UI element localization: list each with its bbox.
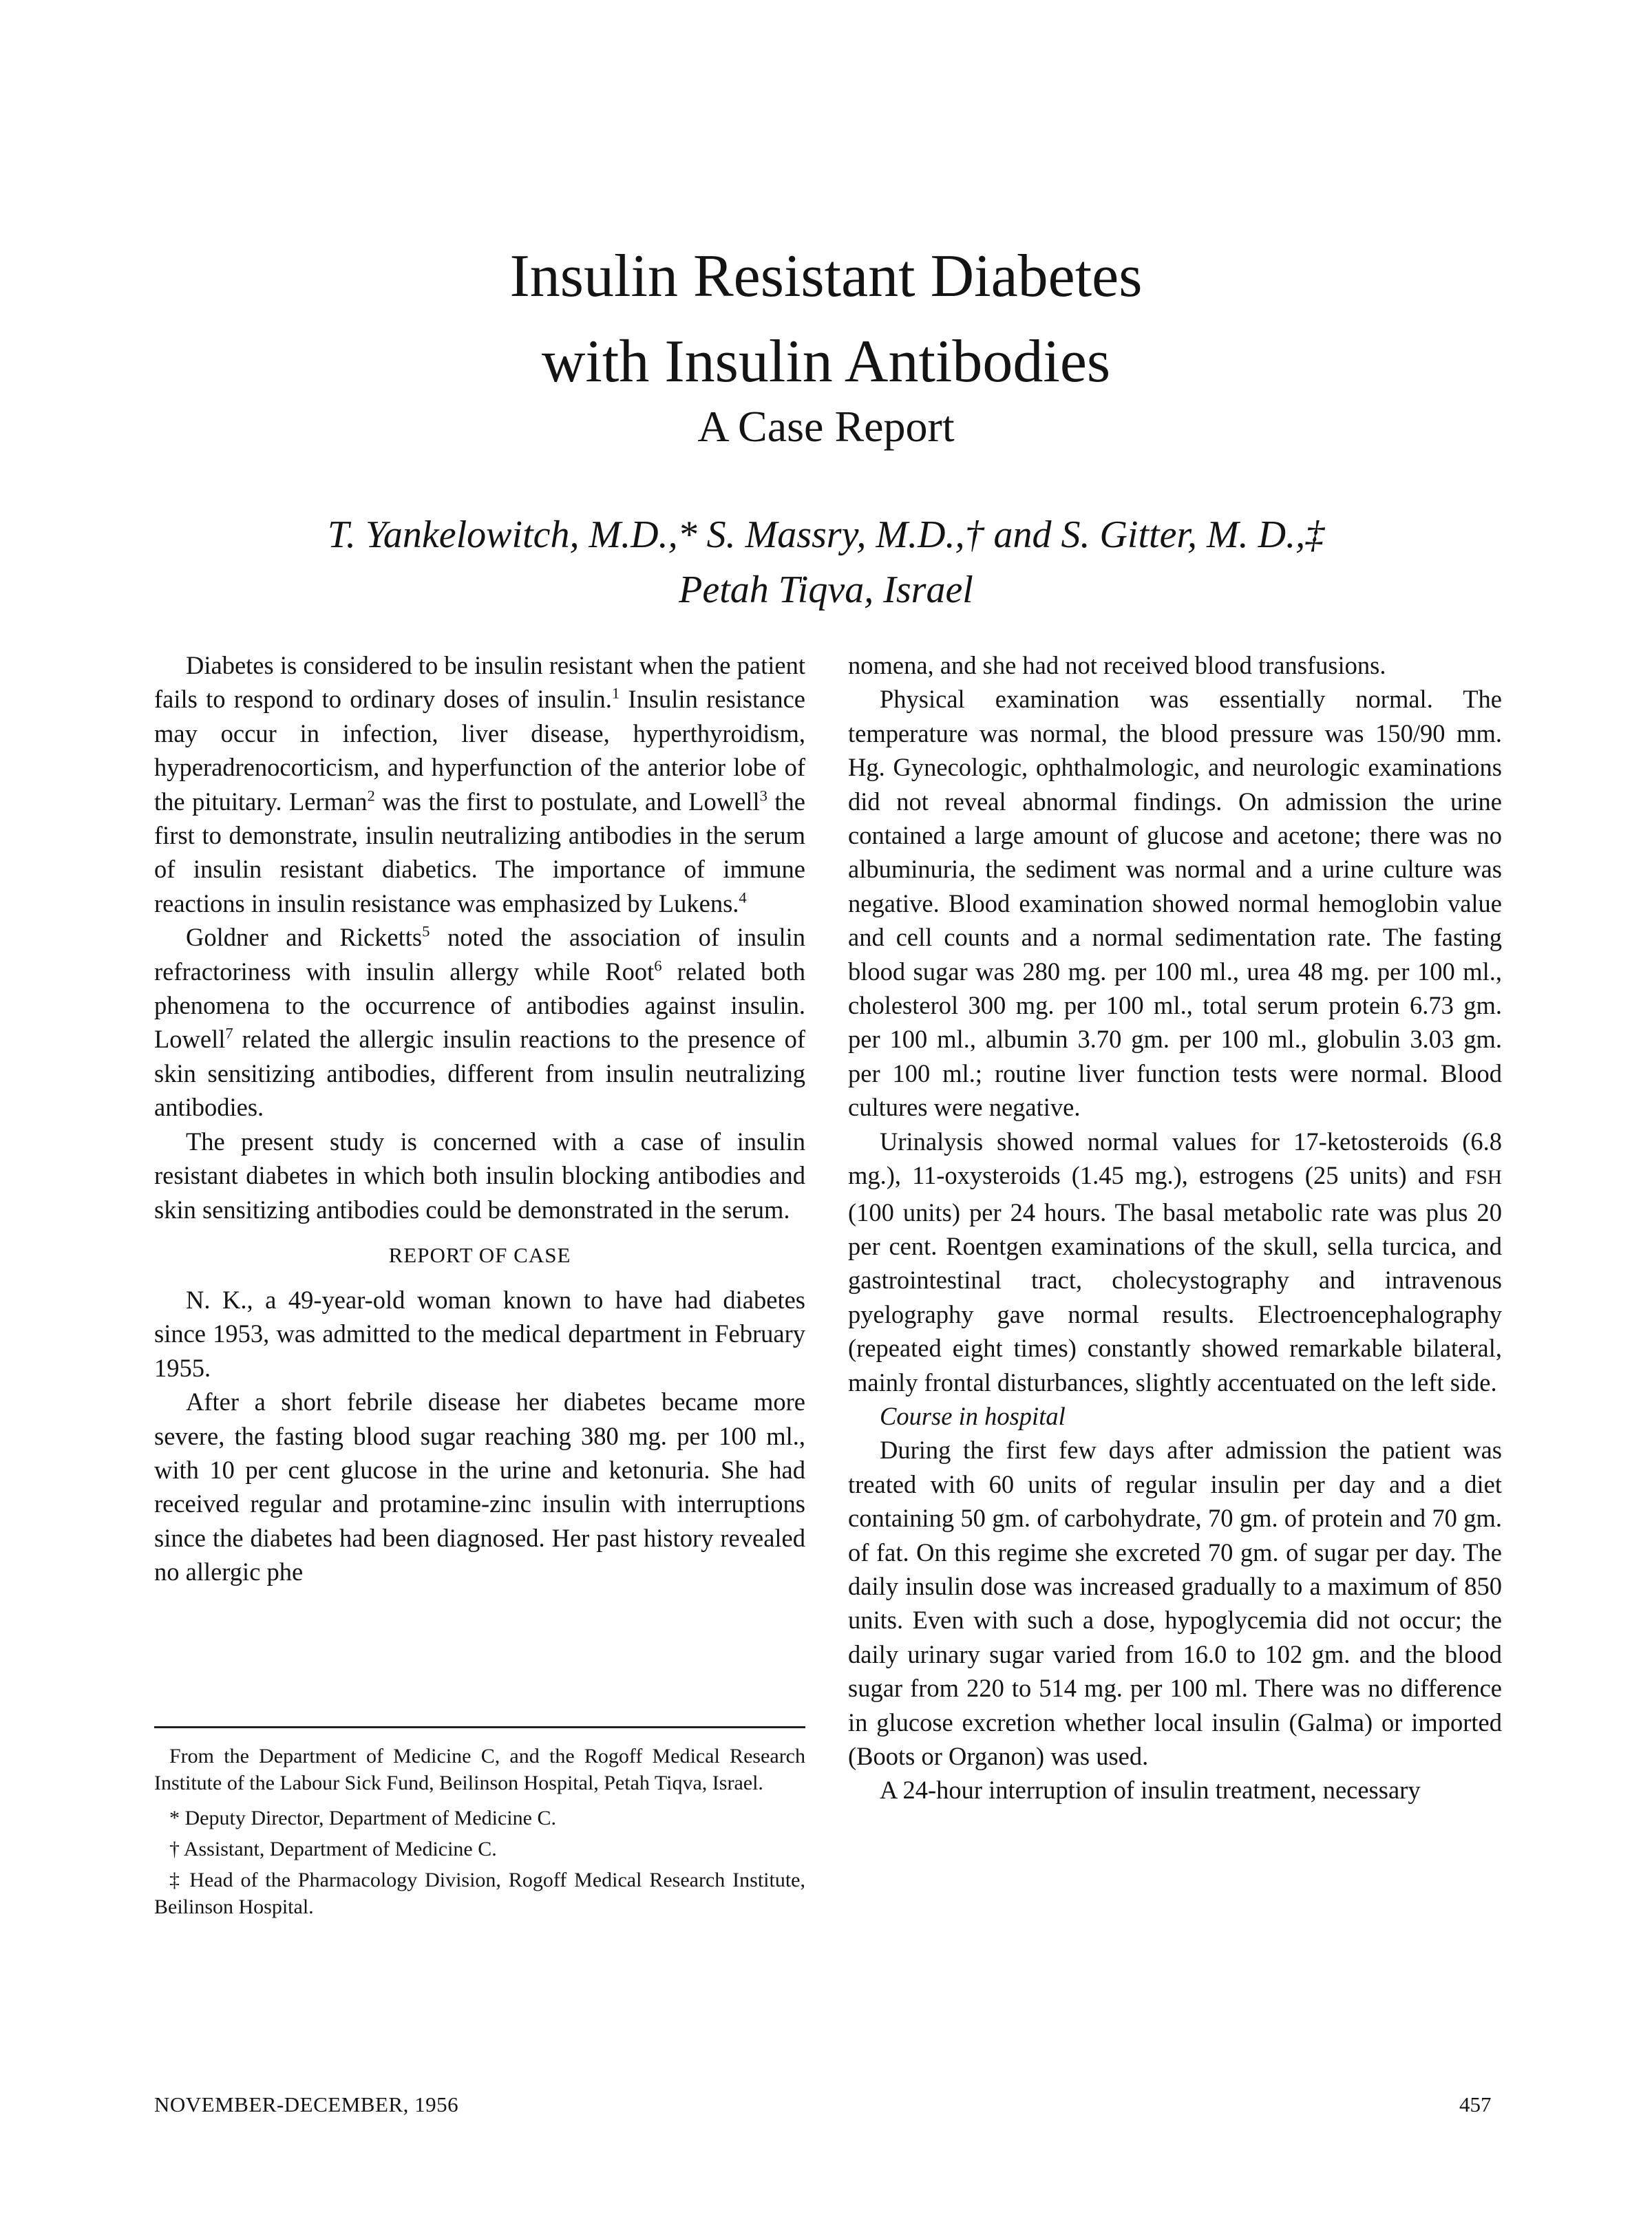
text-run: the first to demonstrate, insulin neutralizing antibodies in the serum of insulin resistant diabetics. The importance of immune reactions in insulin resistance was emphasized by Lukens. bbox=[154, 787, 805, 917]
section-heading-report-of-case: REPORT OF CASE bbox=[388, 1242, 571, 1267]
continued-paragraph: nomena, and she had not received blood transfusions. bbox=[848, 651, 1386, 679]
reference-marker: 5 bbox=[422, 922, 430, 940]
section-heading-course-in-hospital: Course in hospital bbox=[880, 1401, 1066, 1430]
text-run: Urinalysis showed normal values for 17-ketosteroids (6.8 mg.), 11-oxysteroids (1.45 mg.), estrogens (25 units) and bbox=[848, 1127, 1502, 1190]
author-location: Petah Tiqva, Israel bbox=[679, 569, 973, 611]
right-column bbox=[848, 648, 1502, 1807]
left-column bbox=[154, 648, 805, 1589]
text-run: related both phenomena to the occurrence of antibodies against insulin. Lowell bbox=[154, 957, 805, 1054]
footnotes bbox=[154, 1743, 805, 1924]
text-run: was the first to postulate, and Lowell bbox=[374, 787, 760, 816]
intro-paragraph-2 bbox=[154, 920, 805, 1124]
reference-marker: 2 bbox=[367, 787, 375, 805]
footnote-assistant: † Assistant, Department of Medicine C. bbox=[169, 1838, 497, 1860]
reference-marker: 6 bbox=[654, 957, 662, 975]
reference-marker: 7 bbox=[225, 1024, 233, 1042]
text-run: related the allergic insulin reactions to the presence of skin sensitizing antibodies, different from insulin neutralizing antibodies. bbox=[154, 1025, 805, 1122]
journal-issue-date: NOVEMBER-DECEMBER, 1956 bbox=[154, 2092, 459, 2116]
case-paragraph-2: After a short febrile disease her diabetes became more severe, the fasting blood sugar reaching 380 mg. per 100 ml., with 10 per cent glucose in the urine and ketonuria. She had received regular and protamine-zinc insulin with interruptions since the diabetes had been diagnosed. Her past history revealed no allergic phe bbox=[154, 1388, 805, 1586]
footnote-divider bbox=[154, 1726, 805, 1728]
page-number: 457 bbox=[1459, 2092, 1492, 2116]
footnote-affiliation: From the Department of Medicine C, and the Rogoff Medical Research Institute of the Labour Sick Fund, Beilinson Hospital, Petah Tiqva, Israel. bbox=[154, 1745, 805, 1794]
intro-paragraph-3: The present study is concerned with a case of insulin resistant diabetes in which both insulin blocking antibodies and skin sensitizing antibodies could be demonstrated in the serum. bbox=[154, 1127, 805, 1224]
reference-marker: 1 bbox=[611, 684, 620, 702]
text-run: Insulin resistance may occur in infection, liver disease, hyperthyroidism, hyperadrenocorticism, and hyperfunction of the anterior lobe of the pituitary. Lerman bbox=[154, 685, 805, 816]
article-title bbox=[0, 234, 1652, 405]
reference-marker: 4 bbox=[739, 889, 747, 906]
course-paragraph-2: A 24-hour interruption of insulin treatment, necessary bbox=[880, 1776, 1421, 1805]
footnote-deputy-director: * Deputy Director, Department of Medicine C. bbox=[169, 1807, 556, 1829]
text-run: Goldner and Ricketts bbox=[186, 923, 423, 952]
urinalysis-paragraph bbox=[848, 1125, 1502, 1399]
reference-marker: 3 bbox=[759, 787, 767, 805]
text-run: Diabetes is considered to be insulin resistant when the patient fails to respond to ordinary doses of insulin. bbox=[154, 651, 805, 714]
author-list: T. Yankelowitch, M.D.,* S. Massry, M.D.,† and S. Gitter, M. D.,‡ bbox=[327, 513, 1325, 556]
title-line-2: with Insulin Antibodies bbox=[541, 328, 1111, 395]
footnote-pharmacology-head: ‡ Head of the Pharmacology Division, Rogoff Medical Research Institute, Beilinson Hospital. bbox=[154, 1869, 805, 1918]
text-run: (100 units) per 24 hours. The basal metabolic rate was plus 20 per cent. Roentgen examinations of the skull, sella turcica, and gastrointestinal tract, cholecystography and intravenous pyelography gave normal results. Electroencephalography (repeated eight times) constantly showed remarkable bilateral, mainly frontal disturbances, slightly accentuated on the left side. bbox=[848, 1198, 1502, 1397]
case-paragraph-1: N. K., a 49-year-old woman known to have had diabetes since 1953, was admitted to the medical department in February 1955. bbox=[154, 1285, 805, 1382]
article-subtitle: A Case Report bbox=[697, 402, 955, 451]
title-line-1: Insulin Resistant Diabetes bbox=[509, 243, 1143, 310]
examination-paragraph: Physical examination was essentially normal. The temperature was normal, the blood pressure was 150/90 mm. Hg. Gynecologic, ophthalmologic, and neurologic examinations did not reveal abnormal findings. On admission the urine contained a large amount of glucose and acetone; there was no albuminuria, the sediment was normal and a urine culture was negative. Blood examination showed normal hemoglobin value and cell counts and a normal sedimentation rate. The fasting blood sugar was 280 mg. per 100 ml., urea 48 mg. per 100 ml., cholesterol 300 mg. per 100 ml., total serum protein 6.73 gm. per 100 ml., albumin 3.70 gm. per 100 ml., globulin 3.03 gm. per 100 ml.; routine liver function tests were normal. Blood cultures were negative. bbox=[848, 685, 1502, 1122]
course-paragraph-1: During the first few days after admission the patient was treated with 60 units of regular insulin per day and a diet containing 50 gm. of carbohydrate, 70 gm. of protein and 70 gm. of fat. On this regime she excreted 70 gm. of sugar per day. The daily insulin dose was increased gradually to a maximum of 850 units. Even with such a dose, hypoglycemia did not occur; the daily urinary sugar varied from 16.0 to 102 gm. and the blood sugar from 220 to 514 mg. per 100 ml. There was no difference in glucose excretion whether local insulin (Galma) or imported (Boots or Organon) was used. bbox=[848, 1436, 1502, 1770]
intro-paragraph-1 bbox=[154, 648, 805, 920]
text-run: noted the association of insulin refractoriness with insulin allergy while Root bbox=[154, 923, 805, 986]
fsh-abbreviation: FSH bbox=[1465, 1167, 1502, 1189]
